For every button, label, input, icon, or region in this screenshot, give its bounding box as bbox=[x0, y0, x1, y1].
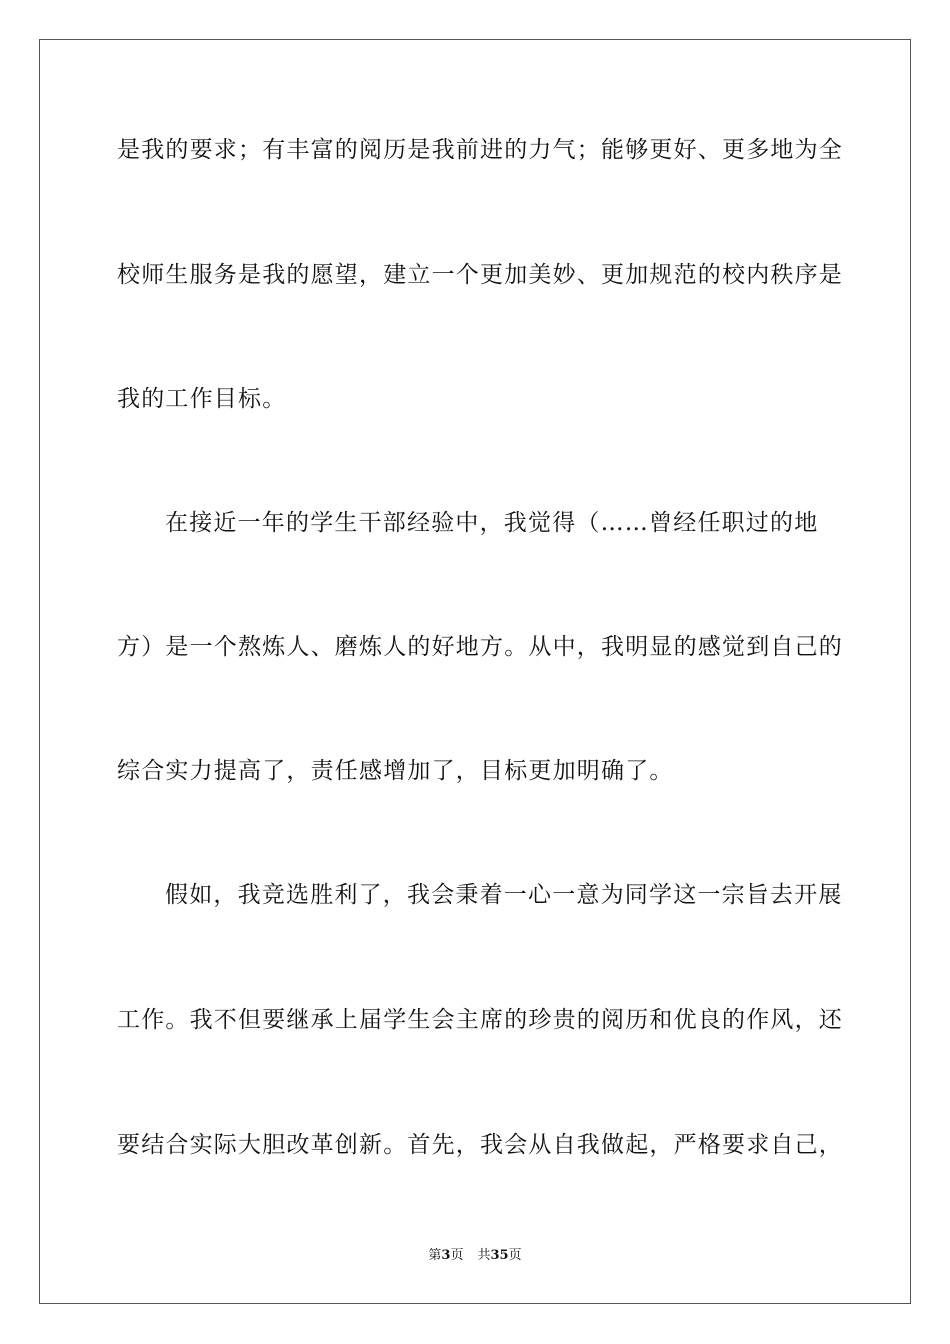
text-line-5: 方）是一个熬炼人、磨炼人的好地方。从中，我明显的感觉到自己的 bbox=[117, 634, 843, 660]
page-suffix: 页 bbox=[450, 1248, 464, 1263]
text-line-7: 假如，我竞选胜利了，我会秉着一心一意为同学这一宗旨去开展 bbox=[165, 882, 843, 908]
total-suffix: 页 bbox=[508, 1248, 522, 1263]
text-line-4: 在接近一年的学生干部经验中，我觉得（……曾经任职过的地 bbox=[165, 510, 819, 536]
total-pages: 35 bbox=[490, 1248, 509, 1263]
text-line-2: 校师生服务是我的愿望，建立一个更加美妙、更加规范的校内秩序是 bbox=[117, 262, 843, 288]
page-prefix: 第 bbox=[428, 1248, 442, 1263]
text-line-9: 要结合实际大胆改革创新。首先，我会从自我做起，严格要求自己， bbox=[117, 1132, 843, 1158]
page-footer bbox=[0, 1248, 950, 1264]
text-line-8: 工作。我不但要继承上届学生会主席的珍贵的阅历和优良的作风，还 bbox=[117, 1007, 843, 1033]
total-prefix: 共 bbox=[477, 1248, 491, 1263]
text-line-3: 我的工作目标。 bbox=[117, 386, 287, 412]
text-line-6: 综合实力提高了，责任感增加了，目标更加明确了。 bbox=[117, 758, 674, 784]
page-border bbox=[39, 39, 911, 1304]
text-line-1: 是我的要求；有丰富的阅历是我前进的力气；能够更好、更多地为全 bbox=[117, 137, 843, 163]
page-number: 3 bbox=[441, 1248, 451, 1263]
